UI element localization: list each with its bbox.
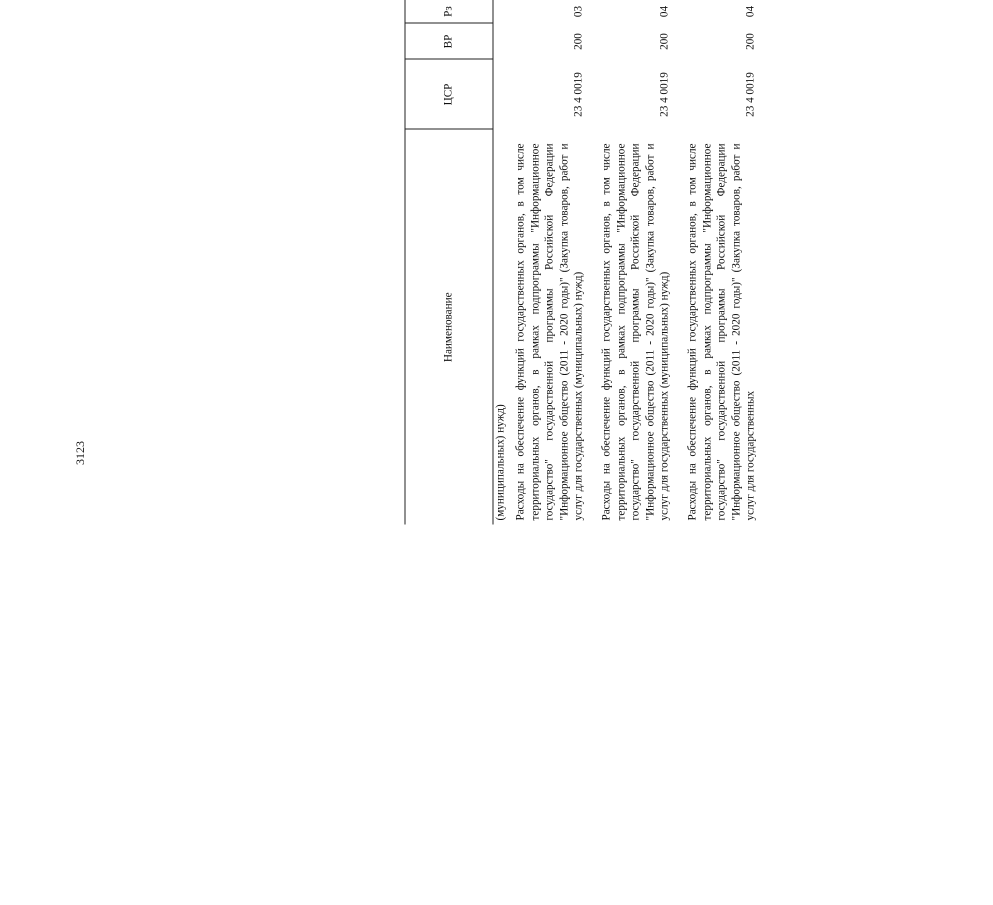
row-vr: 200 [572, 33, 585, 50]
row-name: Расходы на обеспечение функций государственных органов, в том числе территориальных органов, в рамках подпрограммы "Информационное государство" государственной программы Российской Федерации "Информационное общество (2011 - 2020 годы)" (Закупка товаров, работ и услуг для государственных [686, 143, 757, 521]
rotated-page [353, 0, 993, 553]
table-row [600, 0, 686, 525]
row-name: Расходы на обеспечение функций государственных органов, в том числе территориальных органов, в рамках подпрограммы "Информационное государство" государственной программы Российской Федерации "Информационное общество (2011 - 2020 годы)" (Закупка товаров, работ и услуг для государственных (муниципальных) нужд) [600, 143, 671, 521]
header-rz: Рз [405, 0, 493, 24]
row-rz: 03 [572, 5, 585, 18]
page-number: 3123 [73, 441, 87, 465]
row-csr: 23 4 0019 [744, 72, 757, 117]
header-name: Наименование [405, 130, 493, 525]
row-rz: 04 [658, 5, 671, 18]
row-name: Расходы на обеспечение функций государственных органов, в том числе территориальных органов, в рамках подпрограммы "Информационное государство" государственной программы Российской Федерации "Информационное общество (2011 - 2020 годы)" (Закупка товаров, работ и услуг для государственных (муниципальных) нужд) [514, 143, 585, 521]
row-rz: 04 [744, 5, 757, 18]
table-row [514, 0, 600, 525]
table-header [405, 0, 493, 525]
row-csr: 23 4 0019 [658, 72, 671, 117]
row-vr: 200 [744, 33, 757, 50]
table-row [686, 0, 758, 525]
header-csr: ЦСР [405, 60, 493, 130]
budget-table [405, 0, 759, 525]
table-row-fragment [493, 0, 514, 525]
row-name-fragment: (муниципальных) нужд) [494, 404, 507, 521]
row-vr: 200 [658, 33, 671, 50]
header-vr: ВР [405, 24, 493, 60]
row-csr: 23 4 0019 [572, 72, 585, 117]
